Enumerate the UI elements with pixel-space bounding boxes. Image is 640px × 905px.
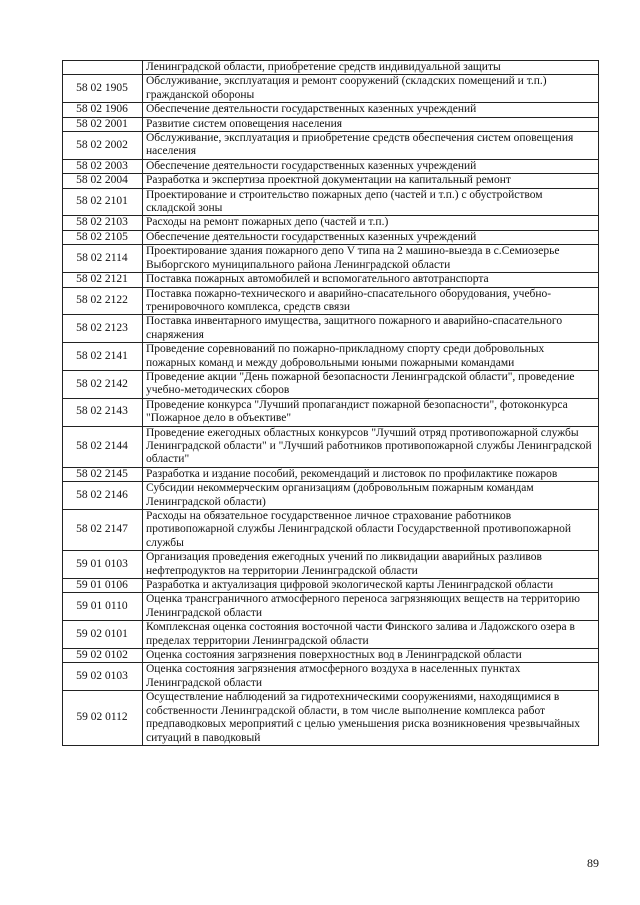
row-code: 59 02 0103 [63,663,143,691]
row-code: 59 02 0102 [63,649,143,663]
table-row [63,103,599,117]
row-code: 58 02 2105 [63,230,143,244]
table-row [63,649,599,663]
table-row [63,273,599,287]
row-code: 58 02 2114 [63,245,143,273]
row-description: Разработка и издание пособий, рекомендаций и листовок по профилактике пожаров [143,467,599,481]
table-row [63,398,599,426]
table-row [63,663,599,691]
row-description: Разработка и экспертиза проектной документации на капитальный ремонт [143,174,599,188]
row-code: 58 02 2003 [63,159,143,173]
table-row [63,245,599,273]
row-code: 59 01 0103 [63,551,143,579]
row-description: Обеспечение деятельности государственных казенных учреждений [143,159,599,173]
table-row [63,593,599,621]
row-code: 58 02 1905 [63,75,143,103]
table-row [63,467,599,481]
row-description: Комплексная оценка состояния восточной части Финского залива и Ладожского озера в пределах территории Ленинградской области [143,621,599,649]
row-code: 58 02 2122 [63,287,143,315]
table-row [63,230,599,244]
row-description: Проведение ежегодных областных конкурсов "Лучший отряд противопожарной службы Ленинградской области" и "Лучший работников противопожарной службы Ленинградской области" [143,426,599,467]
row-description: Обслуживание, эксплуатация и ремонт сооружений (складских помещений и т.п.) гражданской обороны [143,75,599,103]
row-code: 59 02 0101 [63,621,143,649]
row-description: Проведение соревнований по пожарно-прикладному спорту среди добровольных пожарных команд и между добровольными юными пожарными командами [143,343,599,371]
row-description: Расходы на ремонт пожарных депо (частей и т.п.) [143,216,599,230]
row-description: Обеспечение деятельности государственных казенных учреждений [143,230,599,244]
table-row [63,132,599,160]
table-row [63,579,599,593]
row-code: 58 02 2001 [63,117,143,131]
row-description: Поставка пожарных автомобилей и вспомогательного автотранспорта [143,273,599,287]
table-row [63,216,599,230]
table-row [63,61,599,75]
table-row [63,551,599,579]
table-row [63,691,599,746]
row-code: 58 02 2142 [63,370,143,398]
table-row [63,621,599,649]
row-code: 58 02 1906 [63,103,143,117]
table-row [63,343,599,371]
row-code: 58 02 2121 [63,273,143,287]
row-description: Субсидии некоммерческим организациям (добровольным пожарным командам Ленинградской области) [143,482,599,510]
table-row [63,75,599,103]
row-description: Обслуживание, эксплуатация и приобретение средств обеспечения систем оповещения населения [143,132,599,160]
table-body [63,61,599,746]
row-code: 58 02 2002 [63,132,143,160]
row-code: 58 02 2004 [63,174,143,188]
row-code: 59 02 0112 [63,691,143,746]
row-description: Разработка и актуализация цифровой экологической карты Ленинградской области [143,579,599,593]
table-row [63,370,599,398]
row-description: Проведение конкурса "Лучший пропагандист пожарной безопасности", фотоконкурса "Пожарное дело в объективе" [143,398,599,426]
table-row [63,174,599,188]
row-code: 58 02 2146 [63,482,143,510]
row-code: 58 02 2103 [63,216,143,230]
row-description: Оценка состояния загрязнения поверхностных вод в Ленинградской области [143,649,599,663]
row-code: 59 01 0106 [63,579,143,593]
row-description: Обеспечение деятельности государственных казенных учреждений [143,103,599,117]
table-row [63,159,599,173]
row-description: Проектирование и строительство пожарных депо (частей и т.п.) с обустройством складской зоны [143,188,599,216]
row-code: 58 02 2143 [63,398,143,426]
row-description: Расходы на обязательное государственное личное страхование работников противопожарной службы Ленинградской области Государственной противопожарной службы [143,510,599,551]
row-code [63,61,143,75]
row-description: Проведение акции "День пожарной безопасности Ленинградской области", проведение учебно-методических сборов [143,370,599,398]
row-description: Организация проведения ежегодных учений по ликвидации аварийных разливов нефтепродуктов на территории Ленинградской области [143,551,599,579]
row-description: Поставка инвентарного имущества, защитного пожарного и аварийно-спасательного снаряжения [143,315,599,343]
row-code: 58 02 2145 [63,467,143,481]
row-description: Ленинградской области, приобретение средств индивидуальной защиты [143,61,599,75]
row-code: 58 02 2101 [63,188,143,216]
row-code: 58 02 2123 [63,315,143,343]
row-description: Оценка трансграничного атмосферного переноса загрязняющих веществ на территорию Ленинградской области [143,593,599,621]
row-description: Проектирование здания пожарного депо V типа на 2 машино-выезда в с.Семиозерье Выборгского муниципального района Ленинградской области [143,245,599,273]
table-row [63,315,599,343]
table-row [63,117,599,131]
table-row [63,188,599,216]
row-description: Поставка пожарно-технического и аварийно-спасательного оборудования, учебно-тренировочного комплекса, средств связи [143,287,599,315]
row-code: 58 02 2141 [63,343,143,371]
row-description: Развитие систем оповещения населения [143,117,599,131]
row-description: Осуществление наблюдений за гидротехническими сооружениями, находящимися в собственности Ленинградской области, в том числе выполнение комплекса работ предпаводковых мероприятий с целью уменьшения риска возникновения чрезвычайных ситуаций в паводковый [143,691,599,746]
budget-codes-table [62,60,599,746]
table-row [63,287,599,315]
table-row [63,426,599,467]
row-code: 58 02 2147 [63,510,143,551]
row-code: 58 02 2144 [63,426,143,467]
page-number: 89 [587,856,599,870]
table-row [63,510,599,551]
row-description: Оценка состояния загрязнения атмосферного воздуха в населенных пунктах Ленинградской области [143,663,599,691]
table-row [63,482,599,510]
row-code: 59 01 0110 [63,593,143,621]
